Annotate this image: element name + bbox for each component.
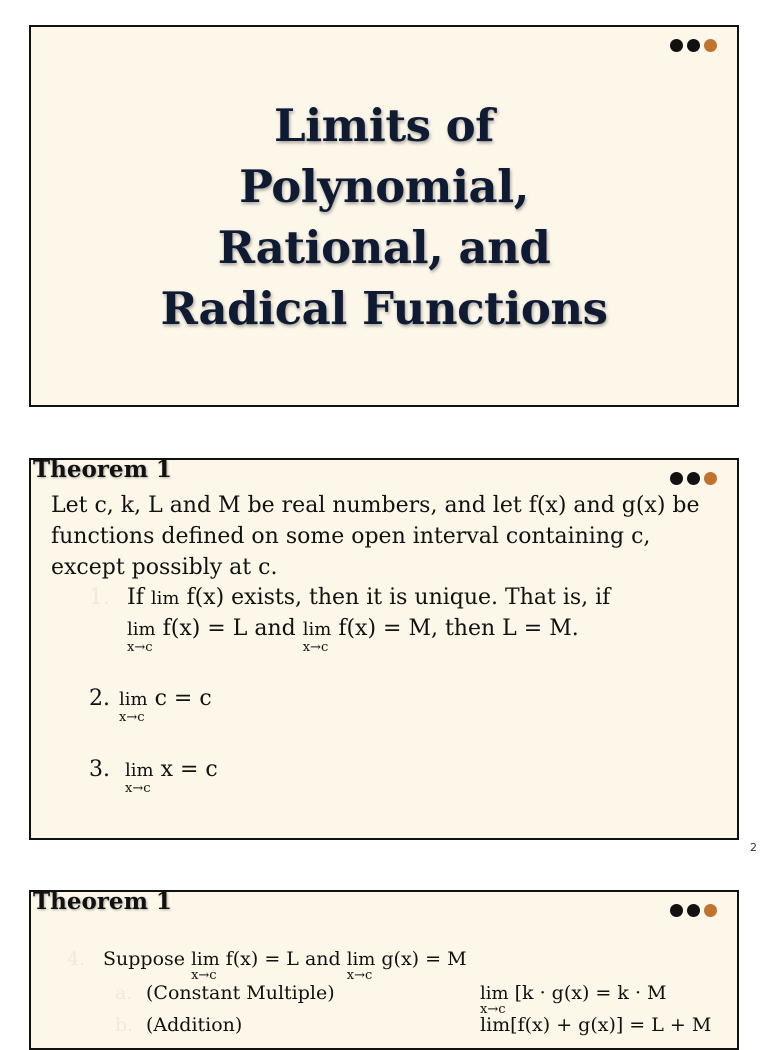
theorem-slide-continued — [29, 890, 739, 1050]
lim-symbol: lim — [125, 760, 154, 781]
accent-dot-icon — [704, 472, 717, 485]
limit-operator — [125, 757, 154, 796]
lim-symbol: lim — [127, 619, 156, 640]
constant-multiple-expression — [480, 982, 667, 1017]
text: Suppose — [103, 948, 186, 970]
dot-icon — [687, 39, 700, 52]
intro-line: except possibly at c. — [51, 555, 278, 580]
math-expression: [k · g(x) = k · M — [514, 982, 667, 1004]
lim-symbol: lim — [480, 983, 509, 1004]
lim-symbol: lim — [302, 619, 332, 640]
list-marker: a. — [115, 982, 133, 1004]
intro-line: functions defined on some open interval containing c, — [51, 524, 651, 549]
limit-subscript: x→c — [302, 640, 329, 655]
text: , then L = M. — [430, 616, 579, 641]
limit-operator — [302, 616, 332, 655]
math-expression: f(x) = L — [162, 616, 248, 641]
list-marker: 4. — [67, 948, 86, 970]
title-slide — [29, 25, 739, 407]
list-item-1-line-1 — [127, 585, 610, 610]
math-expression: f(x) — [186, 585, 225, 610]
math-expression: f(x) = L — [225, 948, 299, 970]
limit-subscript: x→c — [127, 640, 153, 655]
theorem-slide — [29, 458, 739, 840]
limit-operator — [346, 948, 376, 983]
lim-symbol: lim — [346, 949, 376, 970]
slide-dots-decoration — [670, 904, 717, 917]
list-marker: 1. — [89, 585, 110, 610]
suppose-line — [103, 948, 467, 983]
title-line: Radical Functions — [160, 282, 608, 335]
slide-dots-decoration — [670, 472, 717, 485]
math-expression: x = c — [160, 757, 218, 782]
list-item-1-line-2 — [127, 616, 579, 655]
text: and — [304, 948, 341, 970]
limit-subscript: x→c — [191, 968, 217, 983]
dot-icon — [670, 39, 683, 52]
addition-label: (Addition) — [146, 1014, 243, 1036]
dot-icon — [670, 472, 683, 485]
limit-subscript: x→c — [119, 710, 145, 725]
section-heading: Theorem 1 — [33, 888, 172, 915]
limit-operator — [480, 982, 509, 1017]
limit-operator — [127, 616, 156, 655]
limit-subscript: x→c — [346, 968, 373, 983]
list-item-2 — [119, 686, 212, 725]
limit-operator — [191, 948, 220, 983]
theorem-intro — [51, 490, 731, 583]
dot-icon — [670, 904, 683, 917]
math-expression: g(x) = M — [381, 948, 467, 970]
list-marker: 2. — [89, 686, 110, 711]
text: exists, then it is unique. That is, if — [231, 585, 611, 610]
dot-icon — [687, 472, 700, 485]
intro-line: Let c, k, L and M be real numbers, and let f(x) and g(x) be — [51, 493, 700, 518]
math-expression: c = c — [154, 686, 212, 711]
title-line: Polynomial, — [239, 160, 529, 213]
list-marker: b. — [115, 1014, 134, 1036]
accent-dot-icon — [704, 39, 717, 52]
slide-title — [31, 95, 737, 339]
constant-multiple-label: (Constant Multiple) — [146, 982, 335, 1004]
title-line: Limits of — [273, 99, 495, 152]
text: and — [254, 616, 296, 641]
limit-subscript: x→c — [480, 1002, 506, 1017]
math-expression: f(x) = M — [338, 616, 431, 641]
slide-dots-decoration — [670, 39, 717, 52]
limit-subscript: x→c — [125, 781, 151, 796]
lim-symbol: lim — [191, 949, 220, 970]
dot-icon — [687, 904, 700, 917]
lim-symbol: lim — [150, 588, 180, 609]
title-line: Rational, and — [217, 221, 551, 274]
list-item-3 — [125, 757, 218, 796]
accent-dot-icon — [704, 904, 717, 917]
page-number: 2 — [750, 841, 757, 854]
limit-operator — [119, 686, 148, 725]
section-heading: Theorem 1 — [33, 456, 172, 483]
addition-expression: lim[f(x) + g(x)] = L + M — [480, 1014, 712, 1036]
lim-symbol: lim — [119, 689, 148, 710]
list-marker: 3. — [89, 757, 110, 782]
text: If — [127, 585, 144, 610]
